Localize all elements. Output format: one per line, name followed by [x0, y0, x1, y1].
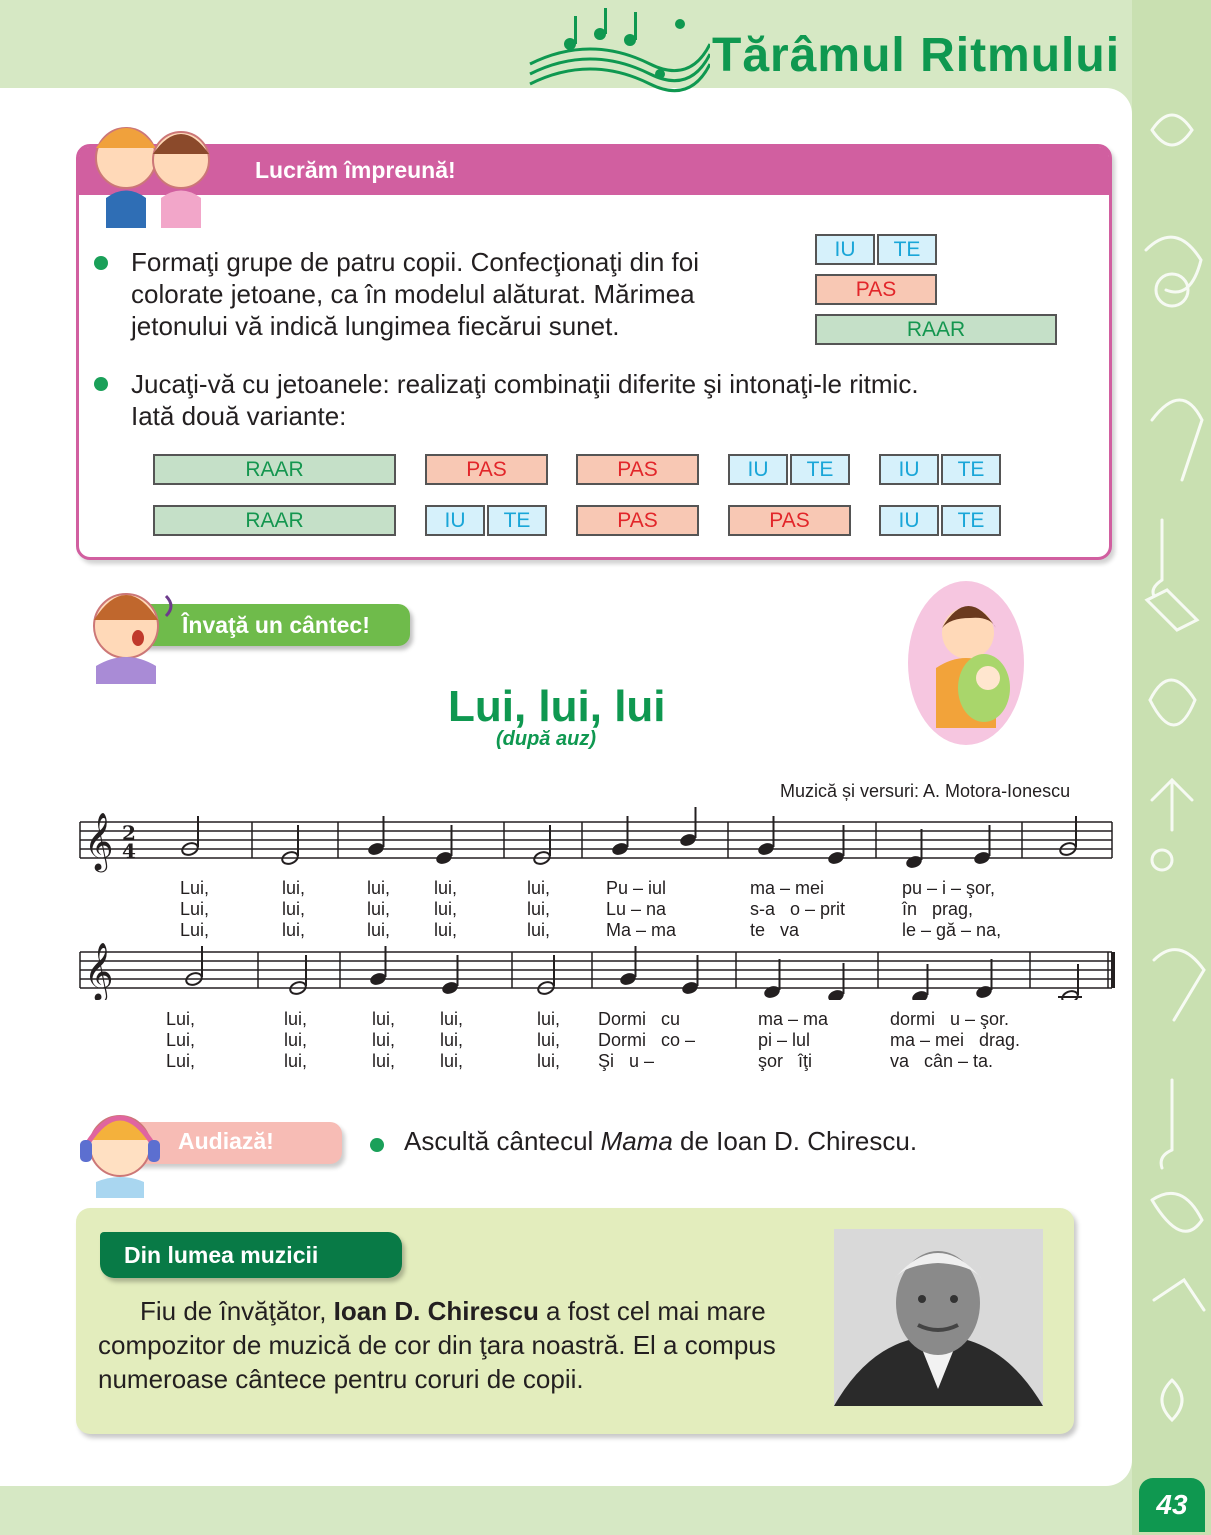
lyric-syllable: lui, — [284, 1051, 308, 1071]
bullet-icon — [370, 1138, 384, 1152]
token-pas: PAS — [425, 454, 548, 485]
lyric-syllable: lui, — [367, 899, 391, 919]
lyric-syllable: lui, — [527, 878, 551, 898]
lyric-syllable: lui, — [372, 1030, 396, 1050]
composer-name: Ioan D. Chirescu — [333, 1296, 539, 1326]
music-world-tab — [100, 1232, 402, 1278]
bottom-strip — [0, 1486, 1132, 1535]
token-te: TE — [941, 505, 1001, 536]
listen-instruction — [404, 1126, 917, 1157]
song-subtitle: (după auz) — [496, 728, 596, 750]
instruction-paragraph-2 — [131, 368, 919, 432]
svg-text:4: 4 — [122, 839, 136, 863]
lyric-syllable: lui, — [537, 1009, 561, 1029]
instruction-line: Jucaţi-vă cu jetoanele: realizaţi combinaţii diferite şi intonaţi-le ritmic. — [131, 369, 919, 399]
lyric-syllable: Dormi co – — [598, 1030, 696, 1050]
instruction-line: Iată două variante: — [131, 401, 347, 431]
lyric-syllable: dormi u – şor. — [890, 1009, 1010, 1029]
lyric-syllable: Pu – iul — [606, 878, 667, 898]
music-notes-icon — [520, 4, 710, 118]
work-together-header — [79, 147, 1109, 195]
music-text-intro: Fiu de învăţător, — [140, 1296, 334, 1326]
lyric-syllable: lui, — [282, 899, 306, 919]
lyric-syllable: Ma – ma — [606, 920, 677, 940]
lyric-syllable: lui, — [440, 1051, 464, 1071]
lyric-syllable: ma – mei drag. — [890, 1030, 1021, 1050]
lyric-syllable: lui, — [440, 1030, 464, 1050]
token-te: TE — [877, 234, 937, 265]
children-illustration — [86, 118, 226, 232]
sidebar-decoration — [1132, 0, 1211, 1535]
lyric-syllable: lui, — [282, 920, 306, 940]
lyric-syllable: va cân – ta. — [890, 1051, 994, 1071]
lyric-syllable: pu – i – şor, — [902, 878, 996, 898]
lyric-syllable: te va — [750, 920, 800, 940]
token-te: TE — [487, 505, 547, 536]
mother-baby-illustration — [906, 578, 1026, 752]
token-te: TE — [790, 454, 850, 485]
listen-song-title: Mama — [600, 1126, 673, 1156]
svg-text:2: 2 — [122, 821, 136, 845]
lyric-syllable: Lu – na — [606, 899, 667, 919]
song-credit: Muzică și versuri: A. Motora-Ionescu — [780, 781, 1071, 801]
instruction-line: Formaţi grupe de patru copii. Confecţionaţi din foi — [131, 247, 699, 277]
song-title: Lui, lui, lui — [448, 682, 666, 731]
lyric-syllable: lui, — [537, 1030, 561, 1050]
lyric-syllable: Lui, — [166, 1030, 196, 1050]
lyric-syllable: ma – ma — [758, 1009, 829, 1029]
token-raar: RAAR — [153, 505, 396, 536]
music-text-rest: a fost cel mai mare compozitor de muzică de cor din ţara noastră. El a compus numeroase cântece pentru coruri de copii. — [98, 1296, 776, 1394]
svg-text:𝄞: 𝄞 — [84, 812, 114, 870]
token-iu: IU — [879, 454, 939, 485]
lyric-syllable: lui, — [372, 1009, 396, 1029]
instruction-line: jetonului vă indică lungimea fiecărui sunet. — [131, 311, 620, 341]
lyric-syllable: le – gă – na, — [902, 920, 1002, 940]
doodle-icons — [1132, 0, 1211, 1535]
headphones-child-illustration — [76, 1100, 166, 1204]
token-iu: IU — [728, 454, 788, 485]
lyric-syllable: lui, — [282, 878, 306, 898]
lyric-syllable: şor îţi — [758, 1051, 813, 1071]
music-world-label: Din lumea muzicii — [124, 1242, 319, 1268]
page-number: 43 — [1139, 1478, 1205, 1532]
token-raar: RAAR — [815, 314, 1057, 345]
lyric-syllable: Şi u – — [598, 1051, 655, 1071]
lyric-syllable: lui, — [537, 1051, 561, 1071]
lyric-syllable: lui, — [440, 1009, 464, 1029]
lyric-syllable: ma – mei — [750, 878, 825, 898]
lyric-syllable: lui, — [367, 920, 391, 940]
instruction-paragraph-1 — [131, 246, 699, 342]
token-pas: PAS — [576, 505, 699, 536]
work-together-box — [76, 144, 1112, 560]
token-pas: PAS — [576, 454, 699, 485]
token-iu: IU — [879, 505, 939, 536]
listen-text-before: Ascultă cântecul — [404, 1126, 601, 1156]
lyric-syllable: Lui, — [180, 920, 210, 940]
token-pas: PAS — [728, 505, 851, 536]
lyric-syllable: lui, — [284, 1009, 308, 1029]
lyric-syllable: pi – lul — [758, 1030, 811, 1050]
listen-text-after: de Ioan D. Chirescu. — [672, 1126, 918, 1156]
token-iu: IU — [815, 234, 875, 265]
lyric-syllable: Lui, — [166, 1051, 196, 1071]
lyric-syllable: lui, — [372, 1051, 396, 1071]
svg-text:𝄞: 𝄞 — [84, 942, 114, 1000]
lyric-syllable: lui, — [434, 920, 458, 940]
bullet-icon — [94, 377, 108, 391]
learn-song-label: Învaţă un cântec! — [182, 612, 370, 638]
lyric-syllable: lui, — [284, 1030, 308, 1050]
token-iu: IU — [425, 505, 485, 536]
lyric-syllable: Lui, — [180, 899, 210, 919]
token-raar: RAAR — [153, 454, 396, 485]
lyric-syllable: lui, — [527, 899, 551, 919]
work-together-label: Lucrăm împreună! — [255, 157, 456, 183]
lyric-syllable: lui, — [367, 878, 391, 898]
bullet-icon — [94, 256, 108, 270]
lyric-syllable: în prag, — [902, 899, 974, 919]
lyric-syllable: Lui, — [180, 878, 210, 898]
token-pas: PAS — [815, 274, 937, 305]
lyric-syllable: lui, — [434, 878, 458, 898]
instruction-line: colorate jetoane, ca în modelul alăturat. Mărimea — [131, 279, 695, 309]
lyric-syllable: Dormi cu — [598, 1009, 681, 1029]
singing-girl-illustration — [76, 576, 186, 690]
lyric-syllable: lui, — [434, 899, 458, 919]
lyric-syllable: Lui, — [166, 1009, 196, 1029]
listen-label: Audiază! — [178, 1128, 274, 1154]
music-world-text — [98, 1294, 818, 1396]
lyric-syllable: lui, — [527, 920, 551, 940]
lyric-syllable: s-a o – prit — [750, 899, 846, 919]
token-te: TE — [941, 454, 1001, 485]
chapter-title: Tărâmul Ritmului — [712, 29, 1121, 82]
composer-portrait — [834, 1229, 1043, 1406]
